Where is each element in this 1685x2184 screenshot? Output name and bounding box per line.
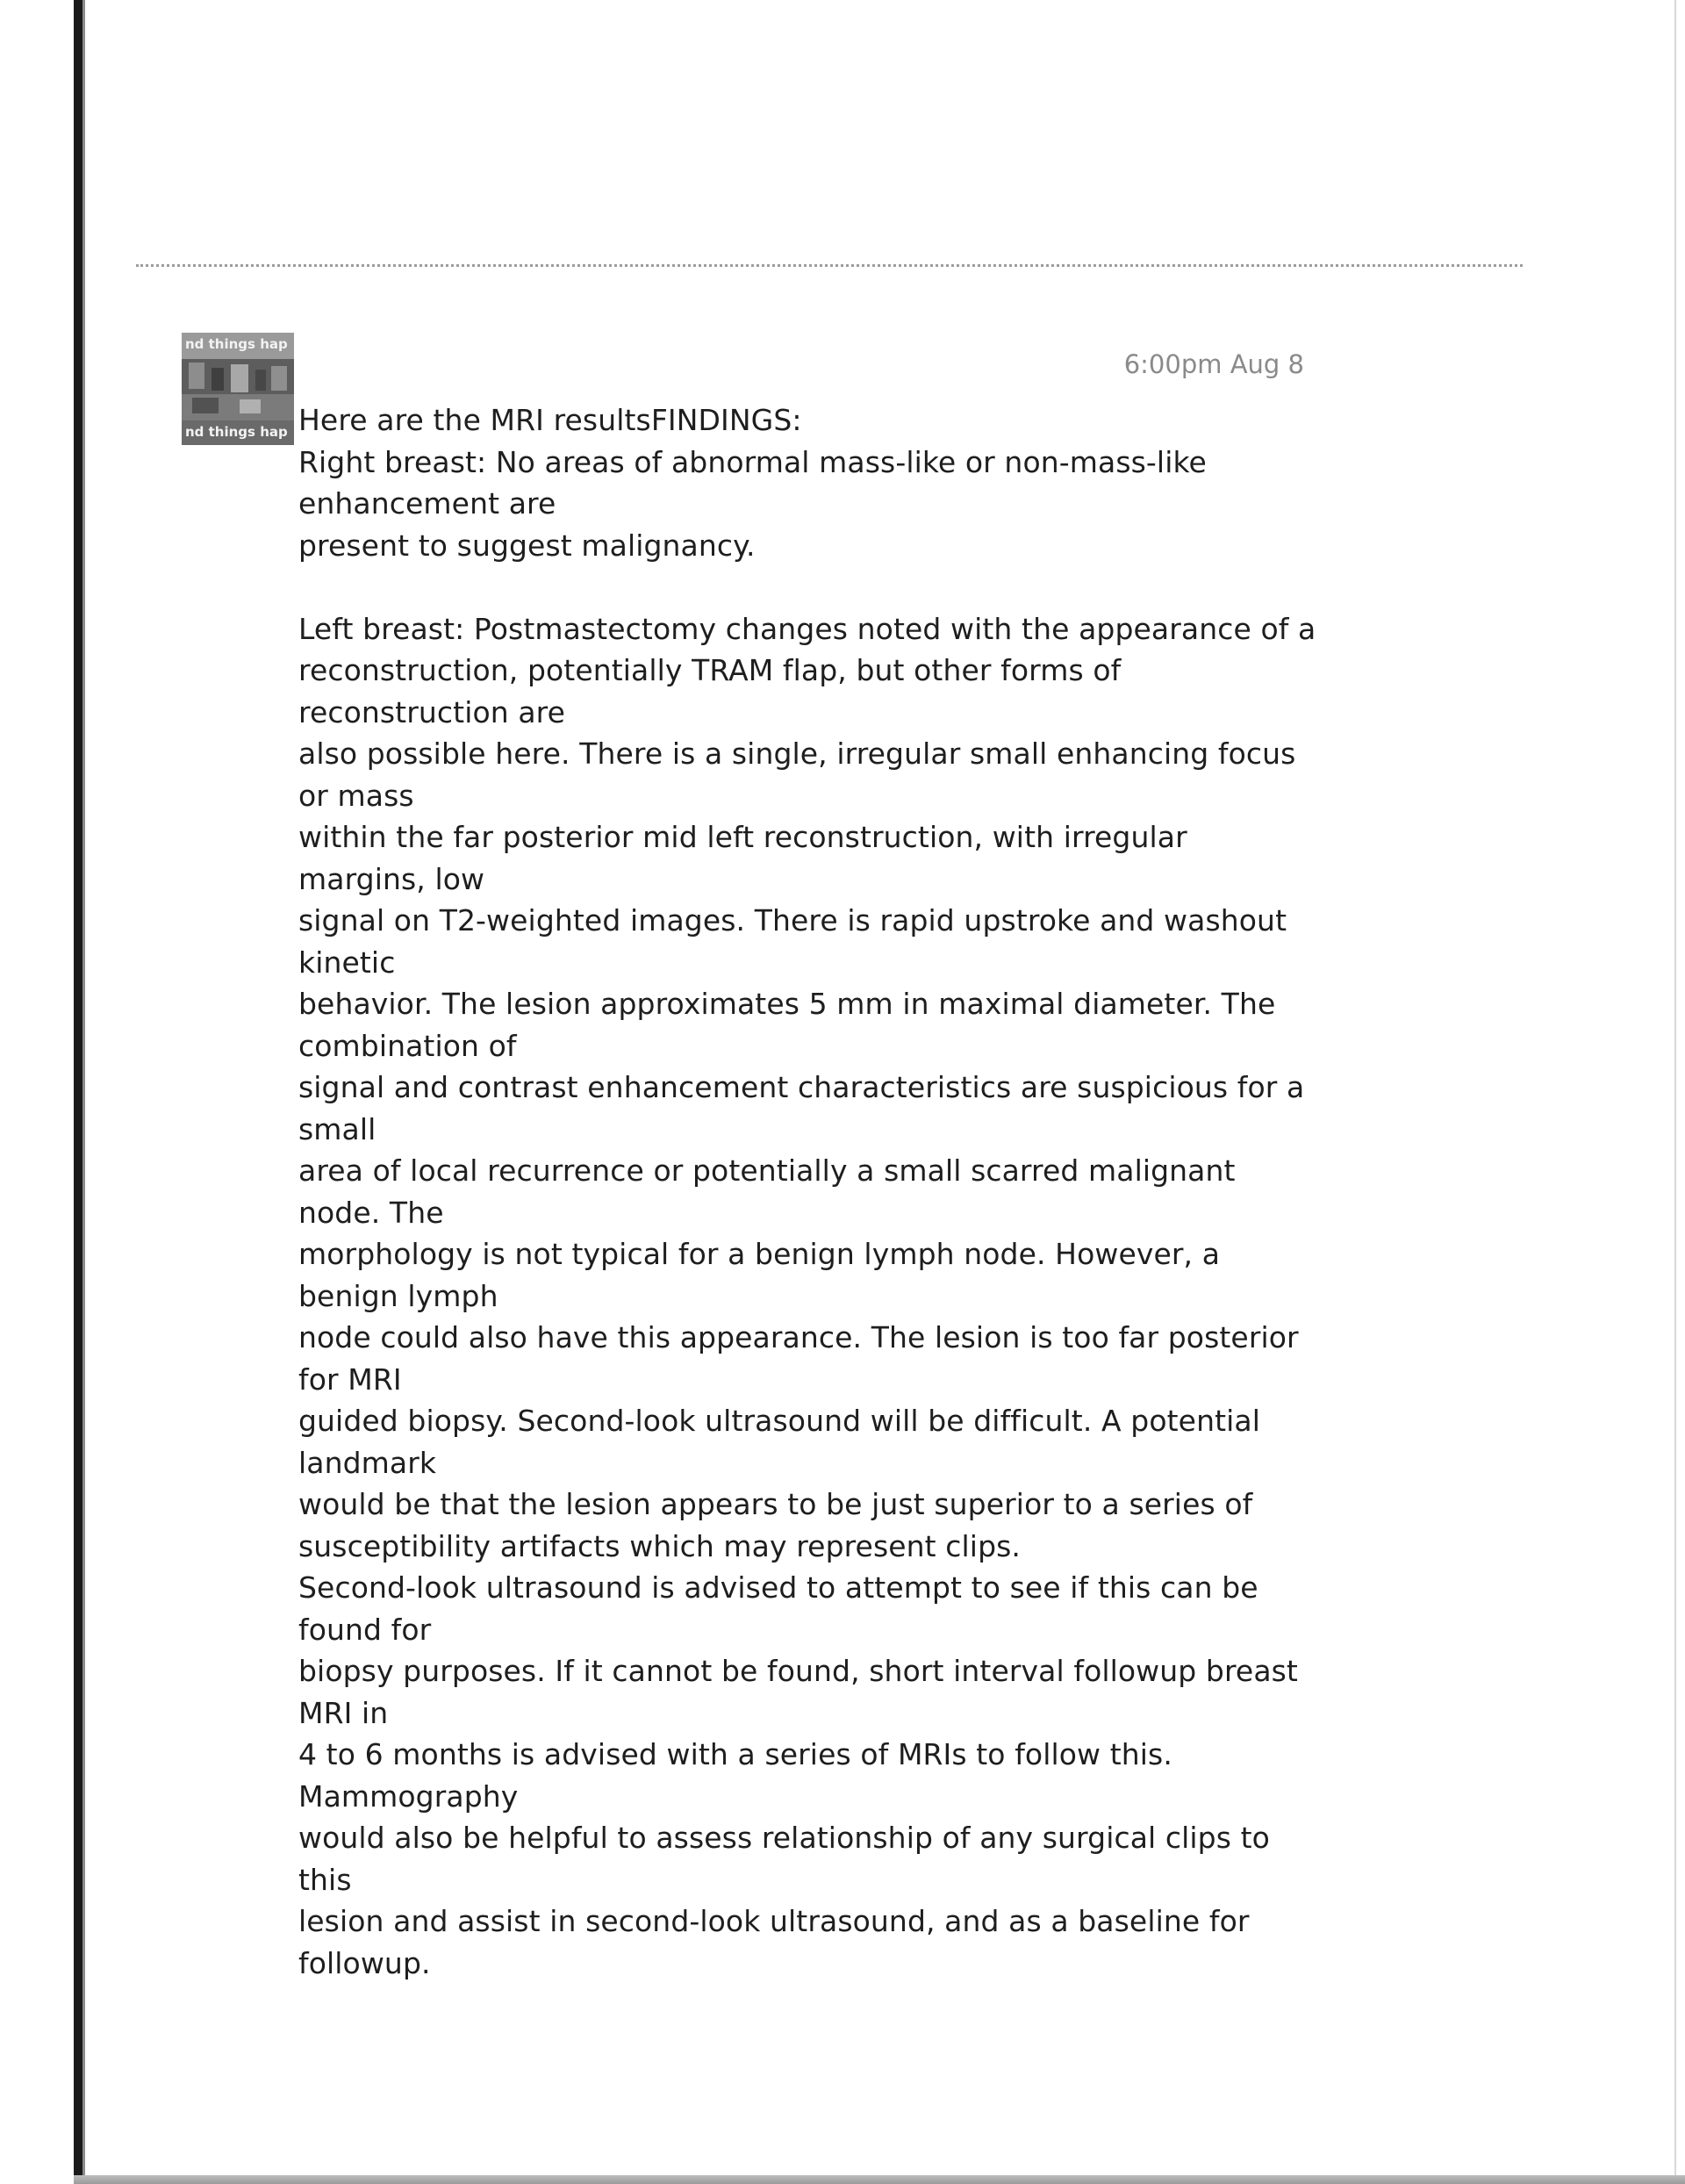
message-line: signal on T2-weighted images. There is rapid upstroke and washout (298, 903, 1287, 938)
message-line: susceptibility artifacts which may represent clips. (298, 1528, 1022, 1563)
message-line: morphology is not typical for a benign lymph node. However, a (298, 1237, 1221, 1271)
message-line: present to suggest malignancy. (298, 528, 756, 563)
message-line: reconstruction, potentially TRAM flap, but other forms of (298, 653, 1122, 687)
message-line: would be that the lesion appears to be just superior to a series of (298, 1487, 1253, 1521)
message-line: Second-look ultrasound is advised to attempt to see if this can be (298, 1570, 1258, 1605)
message-line: Mammography (298, 1778, 519, 1814)
message-body (298, 399, 1316, 1984)
message-line: lesion and assist in second-look ultrasound, and as a baseline for (298, 1904, 1250, 1938)
message-line: landmark (298, 1445, 437, 1480)
scan-left-edge (74, 0, 82, 2184)
message-line: guided biopsy. Second-look ultrasound will be difficult. A potential (298, 1404, 1260, 1438)
message-line: Left breast: Postmastectomy changes noted with the appearance of a (298, 611, 1316, 646)
message-line: benign lymph (298, 1278, 498, 1313)
message-line: Here are the MRI resultsFINDINGS: (298, 403, 802, 437)
message-line: reconstruction are (298, 694, 566, 729)
message-line: this (298, 1862, 352, 1897)
paragraph-break (298, 566, 1316, 608)
message-line: MRI in (298, 1695, 389, 1730)
message-line: combination of (298, 1028, 517, 1063)
scan-right-edge (1674, 0, 1676, 2184)
message-line: kinetic (298, 945, 396, 980)
message-line: 4 to 6 months is advised with a series of MRIs to follow this. (298, 1737, 1172, 1771)
message-line: signal and contrast enhancement characteristics are suspicious for a (298, 1070, 1305, 1104)
message-line: followup. (298, 1945, 431, 1980)
message-line: enhancement are (298, 486, 556, 521)
message-line: small (298, 1111, 376, 1146)
message-line: within the far posterior mid left reconstruction, with irregular (298, 820, 1187, 854)
avatar-caption-bottom: nd things hap (185, 424, 288, 440)
message-line: node. The (298, 1195, 444, 1230)
message-line: behavior. The lesion approximates 5 mm in maximal diameter. The (298, 987, 1276, 1021)
avatar-caption-top: nd things hap (185, 336, 288, 352)
scan-left-edge-shadow (82, 0, 85, 2184)
message-line: margins, low (298, 861, 485, 896)
message-line: for MRI (298, 1361, 402, 1397)
avatar-photo-icon (182, 333, 294, 445)
section-divider (136, 264, 1523, 267)
message-line: biopsy purposes. If it cannot be found, short interval followup breast (298, 1654, 1298, 1688)
message-line: also possible here. There is a single, irregular small enhancing focus (298, 736, 1296, 771)
message-line: or mass (298, 778, 414, 813)
message-line: area of local recurrence or potentially a small scarred malignant (298, 1153, 1236, 1188)
post-timestamp: 6:00pm Aug 8 (1123, 349, 1304, 379)
message-line: Right breast: No areas of abnormal mass-like or non-mass-like (298, 444, 1207, 479)
message-line: would also be helpful to assess relationship of any surgical clips to (298, 1821, 1270, 1855)
message-line: node could also have this appearance. The lesion is too far posterior (298, 1320, 1299, 1354)
user-avatar[interactable] (182, 333, 294, 445)
scan-bottom-edge (74, 2175, 1685, 2184)
message-line: found for (298, 1612, 432, 1647)
